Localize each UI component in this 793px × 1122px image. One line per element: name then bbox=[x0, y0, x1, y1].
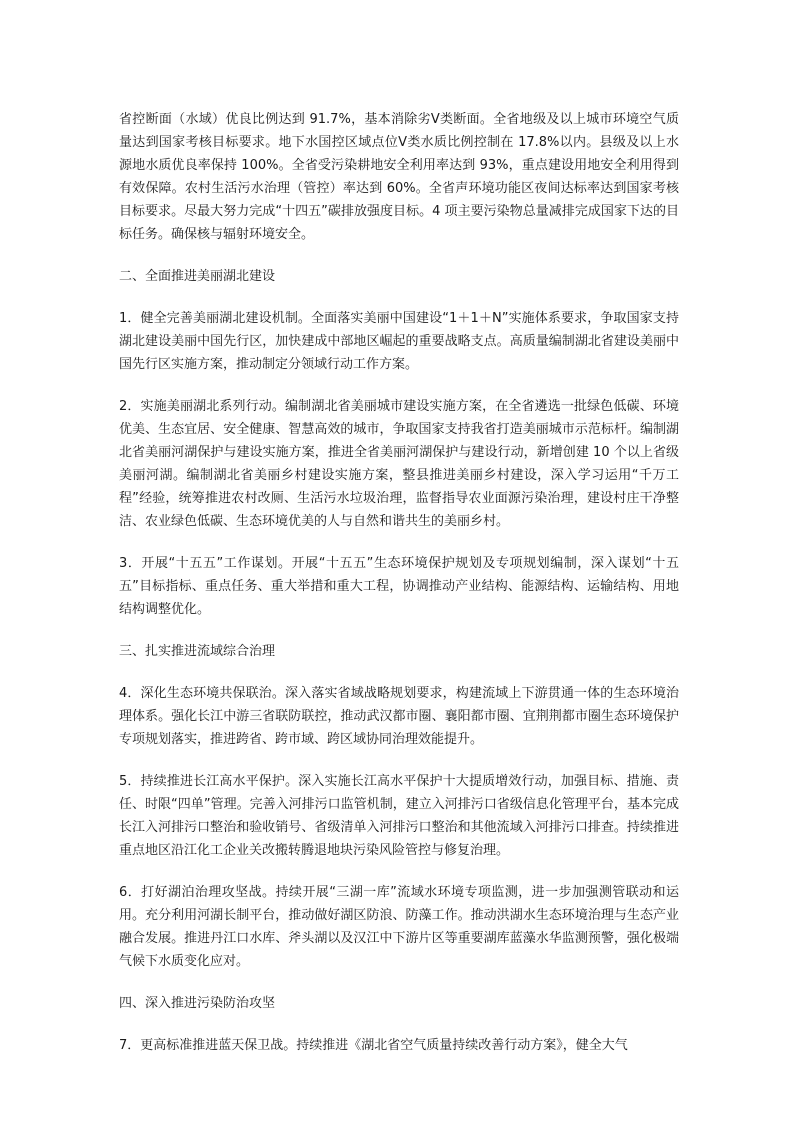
section-heading-4: 四、深入推进污染防治攻坚 bbox=[119, 996, 276, 1011]
paragraph-item-7: 7．更高标准推进蓝天保卫战。持续推进《湖北省空气质量持续改善行动方案》，健全大气 bbox=[119, 1038, 628, 1053]
paragraph-item-6: 6．打好湖泊治理攻坚战。持续开展“三湖一库”流域水环境专项监测，进一步加强测管联动和运用。充分利用河湖长制平台，推动做好湖区防浪、防藻工作。推动洪湖水生态环境治理与生态产业融合发展。推进丹江口水库、斧头湖以及汉江中下游片区等重要湖库蓝藻水华监测预警，强化极端气候下水质变化应对。 bbox=[119, 885, 679, 969]
document-page bbox=[119, 108, 679, 1057]
paragraph-targets: 省控断面（水域）优良比例达到 91.7%，基本消除劣Ⅴ类断面。全省地级及以上城市环境空气质量达到国家考核目标要求。地下水国控区域点位Ⅴ类水质比例控制在 17.8%以内。县级及以上水源地水质优良率保持 100%。全省受污染耕地安全利用率达到 93%，重点建设用地安全利用得到有效保障。农村生活污水治理（管控）率达到 60%。全省声环境功能区夜间达标率达到国家考核目标要求。尽最大努力完成“十四五”碳排放强度目标。4 项主要污染物总量减排完成国家下达的目标任务。确保核与辐射环境安全。 bbox=[119, 112, 679, 242]
paragraph-item-1: 1．健全完善美丽湖北建设机制。全面落实美丽中国建设“1＋1＋N”实施体系要求，争取国家支持湖北建设美丽中国先行区，加快建成中部地区崛起的重要战略支点。高质量编制湖北省建设美丽中国先行区实施方案，推动制定分领域行动工作方案。 bbox=[119, 311, 679, 372]
paragraph-item-4: 4．深化生态环境共保联治。深入落实省域战略规划要求，构建流域上下游贯通一体的生态环境治理体系。强化长江中游三省联防联控，推动武汉都市圈、襄阳都市圈、宜荆荆都市圈生态环境保护专项规划落实，推进跨省、跨市域、跨区域协同治理效能提升。 bbox=[119, 686, 679, 747]
paragraph-item-3: 3．开展“十五五”工作谋划。开展“十五五”生态环境保护规划及专项规划编制，深入谋划“十五五”目标指标、重点任务、重大举措和重大工程，协调推动产业结构、能源结构、运输结构、用地结构调整优化。 bbox=[119, 556, 679, 617]
paragraph-item-2: 2．实施美丽湖北系列行动。编制湖北省美丽城市建设实施方案，在全省遴选一批绿色低碳、环境优美、生态宜居、安全健康、智慧高效的城市，争取国家支持我省打造美丽城市示范标杆。编制湖北省美丽河湖保护与建设实施方案，推进全省美丽河湖保护与建设行动，新增创建 10 个以上省级美丽河湖。编制湖北省美丽乡村建设实施方案，整县推进美丽乡村建设，深入学习运用“千万工程”经验，统筹推进农村改厕、生活污水垃圾治理，监督指导农业面源污染治理，建设村庄干净整洁、农业绿色低碳、生态环境优美的人与自然和谐共生的美丽乡村。 bbox=[119, 399, 679, 529]
paragraph-item-5: 5．持续推进长江高水平保护。深入实施长江高水平保护十大提质增效行动，加强目标、措施、责任、时限“四单”管理。完善入河排污口监管机制，建立入河排污口省级信息化管理平台，基本完成长江入河排污口整治和验收销号、省级清单入河排污口整治和其他流域入河排污口排查。持续推进重点地区沿江化工企业关改搬转腾退地块污染风险管控与修复治理。 bbox=[119, 774, 679, 858]
section-heading-2: 二、全面推进美丽湖北建设 bbox=[119, 269, 276, 284]
section-heading-3: 三、扎实推进流域综合治理 bbox=[119, 644, 276, 659]
